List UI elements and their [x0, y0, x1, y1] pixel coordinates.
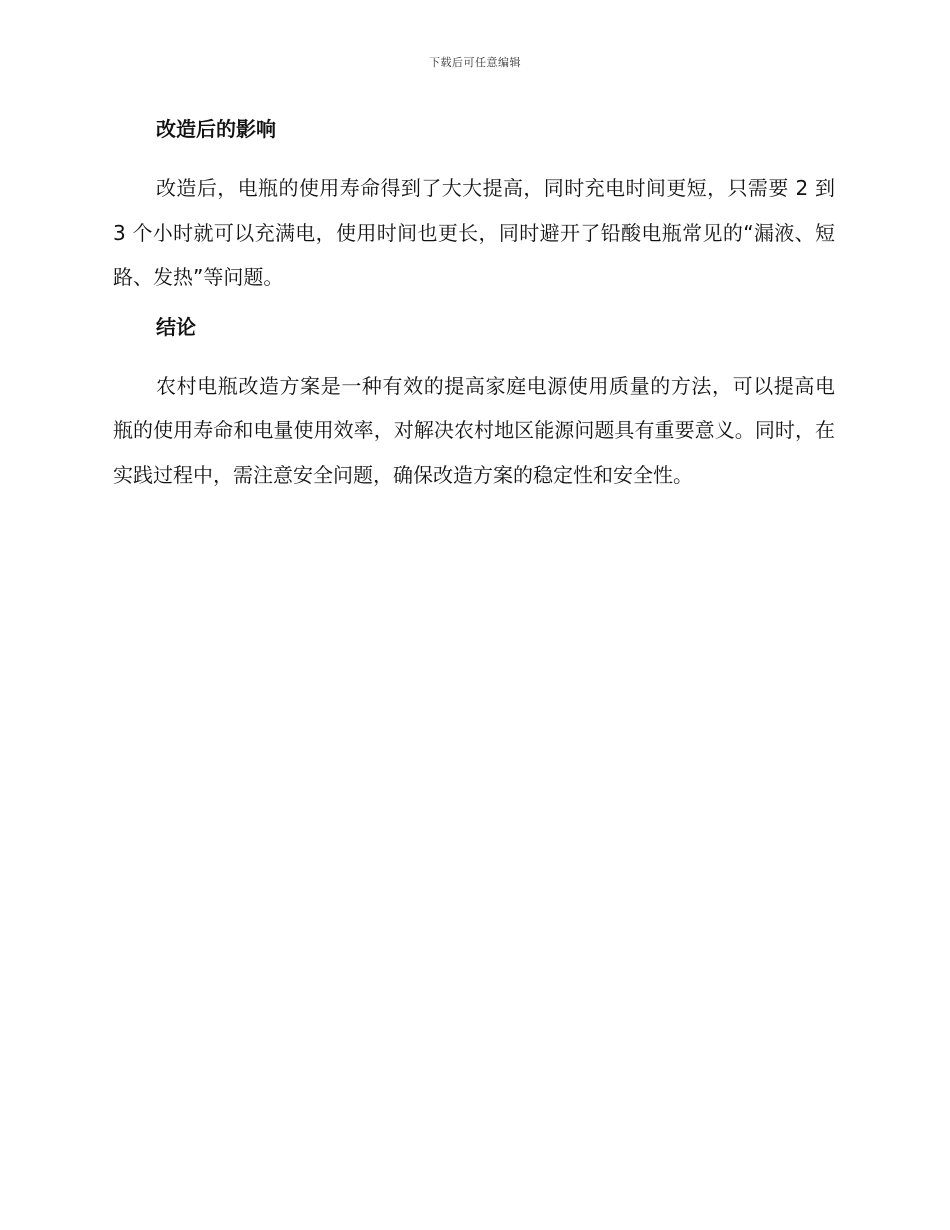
document-body: [113, 112, 835, 497]
section-paragraph-impact: 改造后，电瓶的使用寿命得到了大大提高，同时充电时间更短，只需要 2 到 3 个小时就可以充满电，使用时间也更长，同时避开了铅酸电瓶常见的“漏液、短路、发热”等问题。: [113, 176, 835, 289]
section-heading-impact: 改造后的影响: [156, 117, 276, 141]
section-heading-conclusion: 结论: [156, 314, 196, 339]
page-header: 下载后可任意编辑: [429, 56, 521, 69]
section-paragraph-conclusion: 农村电瓶改造方案是一种有效的提高家庭电源使用质量的方法，可以提高电瓶的使用寿命和电量使用效率，对解决农村地区能源问题具有重要意义。同时，在实践过程中，需注意安全问题，确保改造方案的稳定性和安全性。: [113, 373, 835, 487]
